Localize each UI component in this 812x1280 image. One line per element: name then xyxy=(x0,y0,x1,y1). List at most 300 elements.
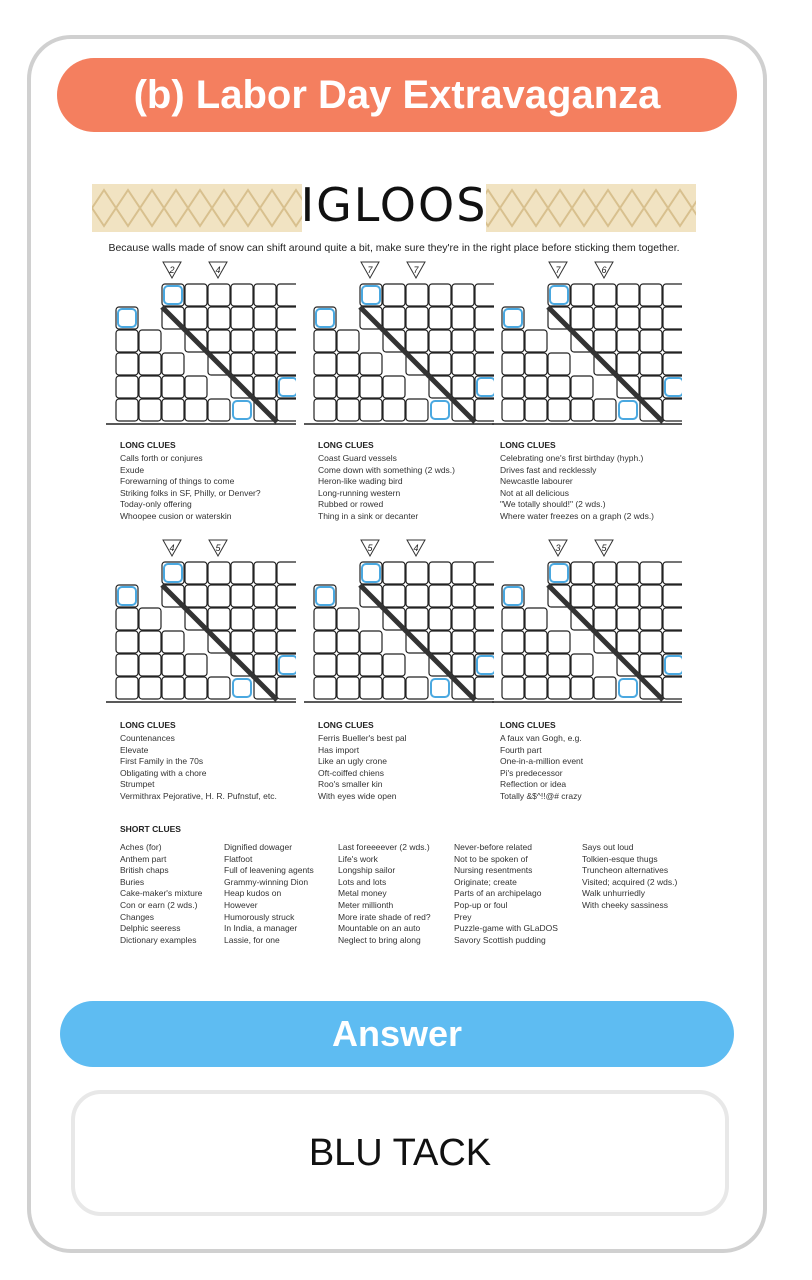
grid-cell xyxy=(208,284,230,306)
grid-cell xyxy=(640,631,662,653)
grid-cell xyxy=(548,376,570,398)
clue: More irate shade of red? xyxy=(338,911,431,922)
grid-cell xyxy=(185,376,207,398)
clue: Countenances xyxy=(120,733,175,743)
marker-label: 7 xyxy=(413,265,419,275)
highlight-cell xyxy=(233,679,251,697)
grid-cell xyxy=(406,399,428,421)
grid-cell xyxy=(277,330,296,352)
short-clues-column xyxy=(454,842,558,946)
grid-cell xyxy=(571,399,593,421)
grid-cell xyxy=(254,631,276,653)
marker-label: 2 xyxy=(169,265,175,275)
grid-cell xyxy=(571,585,593,607)
grid-cell xyxy=(502,353,524,375)
grid-cell xyxy=(502,330,524,352)
grid-cell xyxy=(594,677,616,699)
grid-cell xyxy=(314,654,336,676)
grid-cell xyxy=(337,631,359,653)
grid-cell xyxy=(406,330,428,352)
clue: Like an ugly crone xyxy=(318,756,387,767)
grid-cell xyxy=(314,353,336,375)
grid-cell xyxy=(185,562,207,584)
grid-cell xyxy=(663,353,682,375)
grid-cell xyxy=(231,631,253,653)
grid-cell xyxy=(116,608,138,630)
clue: Striking folks in SF, Philly, or Denver? xyxy=(120,487,261,498)
long-clues-list xyxy=(318,453,455,523)
marker-label: 5 xyxy=(367,543,373,553)
clue: Nursing resentments xyxy=(454,865,533,876)
clue: Lots and lots xyxy=(338,876,387,887)
grid-cell xyxy=(314,608,336,630)
clue: A faux van Gogh, e.g. xyxy=(500,733,582,743)
grid-cell xyxy=(525,677,547,699)
grid-cell xyxy=(594,284,616,306)
grid-cell xyxy=(594,608,616,630)
grid-cell xyxy=(139,677,161,699)
grid-cell xyxy=(277,353,296,375)
clue: Originate; create xyxy=(454,876,517,887)
grid-cell xyxy=(116,399,138,421)
grid-cell xyxy=(406,562,428,584)
grid-cell xyxy=(139,608,161,630)
clue: Obligating with a chore xyxy=(120,767,207,778)
clue: Vermithrax Pejorative, H. R. Pufnstuf, etc. xyxy=(120,790,277,801)
clue: Calls forth or conjures xyxy=(120,453,203,463)
grid-cell xyxy=(594,562,616,584)
grid-cell xyxy=(571,284,593,306)
clue: Not to be spoken of xyxy=(454,853,528,864)
clue: Tolkien-esque thugs xyxy=(582,853,658,864)
grid-cell xyxy=(254,376,276,398)
clue: British chaps xyxy=(120,865,169,876)
clue: Newcastle labourer xyxy=(500,476,573,487)
clue: Puzzle-game with GLaDOS xyxy=(454,923,558,934)
clue: Says out loud xyxy=(582,842,634,852)
short-clues-column xyxy=(582,842,677,912)
grid-cell xyxy=(383,307,405,329)
grid-cell xyxy=(139,353,161,375)
long-clues-heading: LONG CLUES xyxy=(120,440,176,450)
short-clues-column xyxy=(224,842,314,946)
grid-cell xyxy=(617,562,639,584)
grid-cell xyxy=(314,399,336,421)
grid-cell xyxy=(231,562,253,584)
grid-cell xyxy=(663,307,682,329)
clue: Anthem part xyxy=(120,853,167,864)
grid-cell xyxy=(406,585,428,607)
answer-value: BLU TACK xyxy=(308,1131,492,1174)
clue: Pi's predecessor xyxy=(500,767,563,778)
clue: Reflection or idea xyxy=(500,779,567,790)
grid-cell xyxy=(452,284,474,306)
grid-cell xyxy=(254,608,276,630)
clue: Aches (for) xyxy=(120,842,162,852)
grid-cell xyxy=(185,284,207,306)
clue: Forewarning of things to come xyxy=(120,476,235,487)
grid-cell xyxy=(231,353,253,375)
grid-cell xyxy=(617,608,639,630)
grid-cell xyxy=(571,654,593,676)
grid-cell xyxy=(337,677,359,699)
grid-cell xyxy=(452,608,474,630)
grid-cell xyxy=(139,654,161,676)
grid-cell xyxy=(231,284,253,306)
grid-cell xyxy=(185,585,207,607)
clue: In India, a manager xyxy=(224,923,298,934)
clue: Thing in a sink or decanter xyxy=(318,510,419,521)
grid-cell xyxy=(277,562,296,584)
grid-cell xyxy=(337,654,359,676)
clue: Truncheon alternatives xyxy=(582,865,669,876)
clue: Longship sailor xyxy=(338,865,396,876)
grid-cell xyxy=(452,330,474,352)
grid-cell xyxy=(663,562,682,584)
grid-cell xyxy=(254,654,276,676)
clue: "We totally should!" (2 wds.) xyxy=(500,499,606,510)
grid-cell xyxy=(277,631,296,653)
long-clues-heading: LONG CLUES xyxy=(500,720,556,730)
clue: Fourth part xyxy=(500,744,542,755)
grid-cell xyxy=(254,284,276,306)
grid-cell xyxy=(162,399,184,421)
grid-cell xyxy=(337,376,359,398)
grid-cell xyxy=(277,677,296,699)
grid-cell xyxy=(383,562,405,584)
grid-cell xyxy=(314,677,336,699)
marker-label: 7 xyxy=(555,265,561,275)
grid-cell xyxy=(502,608,524,630)
short-clues-column xyxy=(120,842,202,946)
title-banner xyxy=(57,58,737,132)
grid-cell xyxy=(162,353,184,375)
grid-cell xyxy=(383,677,405,699)
grid-cell xyxy=(548,399,570,421)
grid-cell xyxy=(337,330,359,352)
grid-cell xyxy=(548,677,570,699)
clue: Last foreeeever (2 wds.) xyxy=(338,842,430,852)
clue: Coast Guard vessels xyxy=(318,453,397,463)
grid-cell xyxy=(429,585,451,607)
grid-cell xyxy=(231,307,253,329)
grid-cell xyxy=(162,654,184,676)
grid-cell xyxy=(502,376,524,398)
grid-cell xyxy=(337,399,359,421)
grid-cell xyxy=(429,284,451,306)
clue: Exude xyxy=(120,464,145,475)
grid-cell xyxy=(640,562,662,584)
grid-cell xyxy=(254,585,276,607)
clue: Changes xyxy=(120,911,155,922)
grid-cell xyxy=(502,631,524,653)
long-clues-heading: LONG CLUES xyxy=(120,720,176,730)
grid-cell xyxy=(383,399,405,421)
grid-cell xyxy=(162,677,184,699)
marker-label: 4 xyxy=(215,265,221,275)
grid-cell xyxy=(452,562,474,584)
grid-cell xyxy=(139,631,161,653)
grid-cell xyxy=(571,307,593,329)
grid-cell xyxy=(162,376,184,398)
marker-label: 4 xyxy=(169,543,175,553)
grid-cell xyxy=(383,585,405,607)
clue: Has import xyxy=(318,744,360,755)
clue: Full of leavening agents xyxy=(224,865,314,876)
grid-cell xyxy=(429,562,451,584)
highlight-cell xyxy=(431,401,449,419)
grid-cell xyxy=(406,284,428,306)
grid-cell xyxy=(663,585,682,607)
grid-cell xyxy=(208,677,230,699)
grid-cell xyxy=(617,631,639,653)
long-clues-heading: LONG CLUES xyxy=(318,720,374,730)
igloo-grid xyxy=(304,534,494,706)
grid-cell xyxy=(360,376,382,398)
grid-cell xyxy=(185,654,207,676)
clue: Grammy-winning Dion xyxy=(224,876,309,887)
clue: Drives fast and recklessly xyxy=(500,464,597,475)
grid-cell xyxy=(640,376,662,398)
grid-cell xyxy=(254,562,276,584)
marker-label: 7 xyxy=(367,265,373,275)
marker-label: 3 xyxy=(555,543,561,553)
grid-cell xyxy=(337,353,359,375)
highlight-cell xyxy=(619,679,637,697)
clue: Parts of an archipelago xyxy=(454,888,542,899)
grid-cell xyxy=(640,585,662,607)
clue: Visited; acquired (2 wds.) xyxy=(582,876,678,887)
grid-cell xyxy=(617,307,639,329)
grid-cell xyxy=(571,677,593,699)
grid-cell xyxy=(254,307,276,329)
grid-cell xyxy=(254,353,276,375)
clue: Rubbed or rowed xyxy=(318,499,384,510)
grid-cell xyxy=(525,654,547,676)
clue: Lassie, for one xyxy=(224,934,280,945)
marker-label: 4 xyxy=(413,543,419,553)
grid-cell xyxy=(452,353,474,375)
grid-cell xyxy=(502,654,524,676)
clue: First Family in the 70s xyxy=(120,756,204,767)
clue: Flatfoot xyxy=(224,853,253,864)
grid-cell xyxy=(663,399,682,421)
clue: Never-before related xyxy=(454,842,532,852)
clue: Heron-like wading bird xyxy=(318,476,403,487)
marker-label: 5 xyxy=(601,543,607,553)
grid-cell xyxy=(429,307,451,329)
marker-label: 6 xyxy=(601,265,607,275)
grid-cell xyxy=(383,654,405,676)
grid-cell xyxy=(429,631,451,653)
grid-cell xyxy=(116,677,138,699)
grid-cell xyxy=(640,330,662,352)
clue: Meter millionth xyxy=(338,899,394,910)
grid-cell xyxy=(231,585,253,607)
long-clues-list xyxy=(500,733,583,803)
clue: Today-only offering xyxy=(120,499,192,510)
grid-cell xyxy=(429,353,451,375)
clue: Delphic seeress xyxy=(120,923,181,934)
grid-cell xyxy=(594,585,616,607)
long-clues-heading: LONG CLUES xyxy=(318,440,374,450)
grid-cell xyxy=(663,608,682,630)
grid-cell xyxy=(231,608,253,630)
grid-cell xyxy=(640,608,662,630)
igloo-grid xyxy=(106,534,296,706)
grid-cell xyxy=(502,677,524,699)
answer-label-text: Answer xyxy=(331,1013,463,1054)
clue: Prey xyxy=(454,911,472,922)
grid-cell xyxy=(139,376,161,398)
grid-cell xyxy=(360,353,382,375)
clue: Buries xyxy=(120,876,145,887)
marker-label: 5 xyxy=(215,543,221,553)
grid-cell xyxy=(314,631,336,653)
grid-cell xyxy=(452,654,474,676)
clue: Life's work xyxy=(338,853,378,864)
short-clues-column xyxy=(338,842,431,946)
clue: Con or earn (2 wds.) xyxy=(120,899,198,910)
long-clues-list xyxy=(120,453,261,523)
highlight-cell xyxy=(619,401,637,419)
grid-cell xyxy=(185,307,207,329)
grid-cell xyxy=(360,677,382,699)
grid-cell xyxy=(452,376,474,398)
grid-cell xyxy=(617,585,639,607)
grid-cell xyxy=(594,330,616,352)
clue: Dignified dowager xyxy=(224,842,293,852)
grid-cell xyxy=(383,376,405,398)
grid-cell xyxy=(525,330,547,352)
grid-cell xyxy=(617,284,639,306)
short-clues-section xyxy=(120,822,696,956)
puzzle-title: IGLOOS xyxy=(300,178,488,232)
grid-cell xyxy=(525,353,547,375)
grid-cell xyxy=(640,284,662,306)
answer-box xyxy=(71,1090,729,1216)
igloo-grid xyxy=(106,256,296,428)
grid-cell xyxy=(360,631,382,653)
clue: Savory Scottish pudding xyxy=(454,934,546,945)
grid-cell xyxy=(663,677,682,699)
clue: Mountable on an auto xyxy=(338,923,421,934)
grid-cell xyxy=(208,307,230,329)
puzzle-image xyxy=(92,176,696,956)
clue: With cheeky sassiness xyxy=(582,899,668,910)
grid-cell xyxy=(208,562,230,584)
grid-cell xyxy=(502,399,524,421)
clue: Pop-up or foul xyxy=(454,899,508,910)
grid-cell xyxy=(208,399,230,421)
grid-cell xyxy=(116,330,138,352)
grid-cell xyxy=(429,608,451,630)
grid-cell xyxy=(429,330,451,352)
grid-cell xyxy=(208,608,230,630)
grid-cell xyxy=(548,654,570,676)
grid-cell xyxy=(452,631,474,653)
grid-cell xyxy=(640,654,662,676)
grid-cell xyxy=(617,330,639,352)
clue: Strumpet xyxy=(120,779,155,790)
grid-cell xyxy=(185,399,207,421)
grid-cell xyxy=(277,284,296,306)
grid-cell xyxy=(360,399,382,421)
grid-cell xyxy=(314,376,336,398)
grid-cell xyxy=(116,353,138,375)
grid-cell xyxy=(277,399,296,421)
clue: Metal money xyxy=(338,888,387,899)
clue: Elevate xyxy=(120,744,149,755)
clue: Come down with something (2 wds.) xyxy=(318,464,456,475)
grid-cell xyxy=(663,330,682,352)
long-clues-list xyxy=(318,733,407,803)
grid-cell xyxy=(208,330,230,352)
grid-cell xyxy=(594,399,616,421)
clue: Humorously struck xyxy=(224,911,295,922)
grid-cell xyxy=(208,585,230,607)
grid-cell xyxy=(406,307,428,329)
answer-label xyxy=(60,1001,734,1067)
short-clues-heading: SHORT CLUES xyxy=(120,824,181,834)
clue: Dictionary examples xyxy=(120,934,197,945)
grid-cell xyxy=(452,307,474,329)
clue: One-in-a-million event xyxy=(500,756,584,767)
clue: However xyxy=(224,899,258,910)
grid-cell xyxy=(663,284,682,306)
igloo-grid xyxy=(304,256,494,428)
grid-cell xyxy=(525,608,547,630)
clue: Whoopee cusion or waterskin xyxy=(120,510,232,521)
grid-cell xyxy=(139,330,161,352)
grid-cell xyxy=(406,608,428,630)
grid-cell xyxy=(277,307,296,329)
highlight-cell xyxy=(233,401,251,419)
grid-cell xyxy=(139,399,161,421)
grid-cell xyxy=(640,353,662,375)
grid-cell xyxy=(314,330,336,352)
clue: Long-running western xyxy=(318,487,401,498)
grid-cell xyxy=(360,654,382,676)
grid-cell xyxy=(185,677,207,699)
grid-cell xyxy=(162,631,184,653)
long-clues-list xyxy=(500,453,654,523)
clue: With eyes wide open xyxy=(318,790,397,801)
grid-cell xyxy=(525,376,547,398)
clue: Oft-coiffed chiens xyxy=(318,767,384,778)
grid-cell xyxy=(548,631,570,653)
grid-cell xyxy=(571,562,593,584)
clue: Ferris Bueller's best pal xyxy=(318,733,407,743)
grid-cell xyxy=(452,585,474,607)
clue: Heap kudos on xyxy=(224,888,282,899)
grid-cell xyxy=(116,631,138,653)
grid-cell xyxy=(406,677,428,699)
clue: Neglect to bring along xyxy=(338,934,421,945)
puzzle-intro: Because walls made of snow can shift around quite a bit, make sure they're in the right place before sticking them together. xyxy=(108,242,680,254)
long-clues-list xyxy=(120,733,277,803)
grid-cell xyxy=(277,585,296,607)
title-text: (b) Labor Day Extravaganza xyxy=(133,72,661,117)
grid-cell xyxy=(571,376,593,398)
long-clues-heading: LONG CLUES xyxy=(500,440,556,450)
highlight-cell xyxy=(431,679,449,697)
grid-cell xyxy=(594,307,616,329)
clue: Cake-maker's mixture xyxy=(120,888,203,899)
igloo-grid xyxy=(492,534,682,706)
clue: Where water freezes on a graph (2 wds.) xyxy=(500,510,655,521)
grid-cell xyxy=(337,608,359,630)
